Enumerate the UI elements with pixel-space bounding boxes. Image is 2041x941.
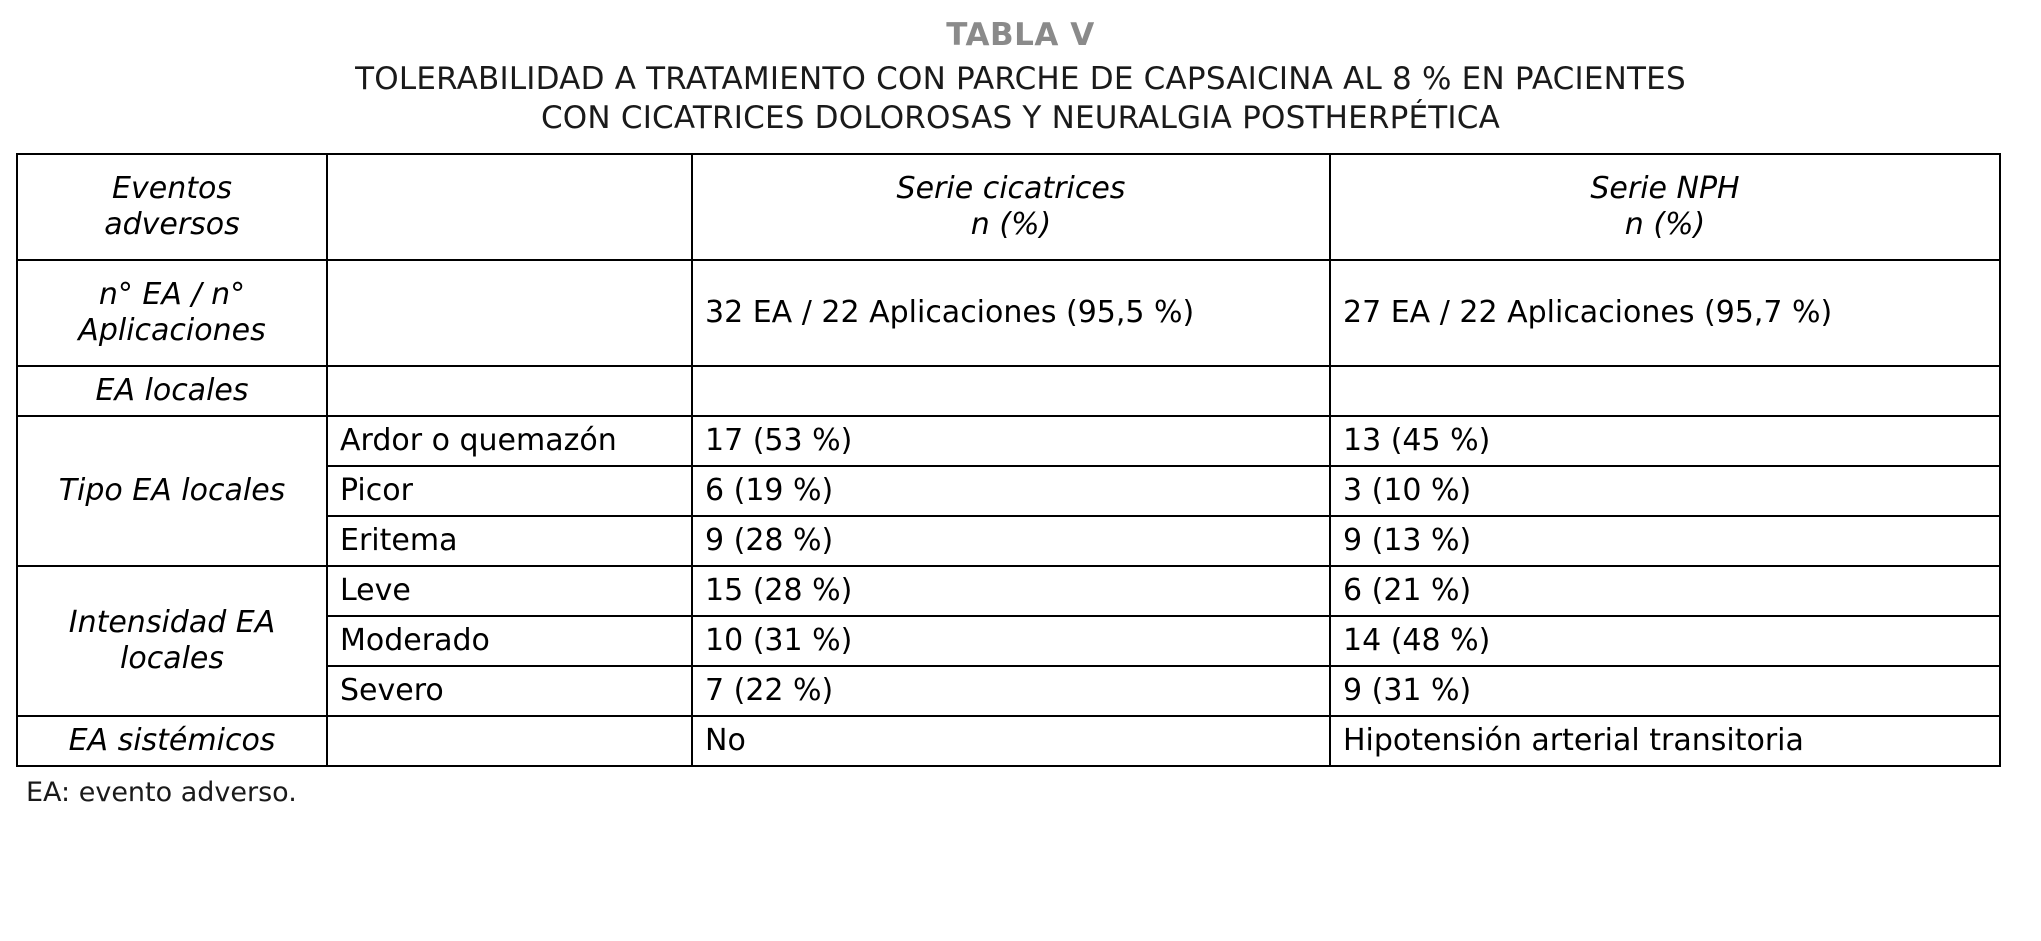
data-table [16, 153, 2001, 767]
cell-cicatrices: 9 (28 %) [692, 516, 1330, 566]
cell-nph: Hipotensión arterial transitoria [1330, 716, 2000, 766]
header-eventos-adversos-line1: Eventos [112, 170, 232, 206]
header-serie-cicatrices [692, 154, 1330, 260]
table-row [17, 416, 2000, 466]
cell-cicatrices: 32 EA / 22 Aplicaciones (95,5 %) [692, 260, 1330, 366]
header-serie-cicatrices-line1: Serie cicatrices [896, 170, 1126, 206]
cell-cicatrices: 7 (22 %) [692, 666, 1330, 716]
cell-nph: 9 (13 %) [1330, 516, 2000, 566]
row-sub-label [327, 366, 692, 416]
cell-nph: 3 (10 %) [1330, 466, 2000, 516]
row-sub-label [327, 260, 692, 366]
row-sub-label: Ardor o quemazón [327, 416, 692, 466]
cell-nph: 27 EA / 22 Aplicaciones (95,7 %) [1330, 260, 2000, 366]
cell-nph: 14 (48 %) [1330, 616, 2000, 666]
cell-nph: 13 (45 %) [1330, 416, 2000, 466]
table-footnote: EA: evento adverso. [26, 776, 297, 808]
cell-cicatrices [692, 366, 1330, 416]
row-sub-label: Leve [327, 566, 692, 616]
row-sub-label: Severo [327, 666, 692, 716]
header-serie-nph [1330, 154, 2000, 260]
header-serie-nph-line1: Serie NPH [1590, 170, 1740, 206]
header-eventos-adversos [17, 154, 327, 260]
table-row [17, 260, 2000, 366]
cell-cicatrices: 10 (31 %) [692, 616, 1330, 666]
table-row [17, 366, 2000, 416]
table-title-line-1: TOLERABILIDAD A TRATAMIENTO CON PARCHE DE CAPSAICINA AL 8 % EN PACIENTES [355, 60, 1686, 97]
table-header-row [17, 154, 2000, 260]
cell-nph: 6 (21 %) [1330, 566, 2000, 616]
row-label-line2: locales [120, 640, 224, 676]
row-sub-label: Picor [327, 466, 692, 516]
cell-cicatrices: 15 (28 %) [692, 566, 1330, 616]
header-eventos-adversos-line2: adversos [104, 206, 240, 242]
row-sub-label: Moderado [327, 616, 692, 666]
cell-nph [1330, 366, 2000, 416]
row-label-ea-locales: EA locales [17, 366, 327, 416]
row-sub-label [327, 716, 692, 766]
row-label-ea-sistemicos: EA sistémicos [17, 716, 327, 766]
title-block [0, 18, 2041, 139]
header-spacer-cell [327, 154, 692, 260]
row-label-intensidad-ea-locales [17, 566, 327, 716]
row-label-tipo-ea-locales: Tipo EA locales [17, 416, 327, 566]
header-serie-cicatrices-line2: n (%) [970, 206, 1052, 242]
table-label: TABLA V [946, 17, 1095, 53]
table-row [17, 566, 2000, 616]
table-row [17, 716, 2000, 766]
row-sub-label: Eritema [327, 516, 692, 566]
header-serie-nph-line2: n (%) [1624, 206, 1706, 242]
cell-cicatrices: 17 (53 %) [692, 416, 1330, 466]
row-label-line1: Intensidad EA [68, 604, 276, 640]
row-label-line1: n° EA / n° [98, 276, 246, 312]
cell-cicatrices: 6 (19 %) [692, 466, 1330, 516]
row-label-ea-aplicaciones [17, 260, 327, 366]
table-title-line-2: CON CICATRICES DOLOROSAS Y NEURALGIA POSTHERPÉTICA [540, 100, 1501, 137]
cell-cicatrices: No [692, 716, 1330, 766]
row-label-line2: Aplicaciones [78, 312, 266, 348]
cell-nph: 9 (31 %) [1330, 666, 2000, 716]
